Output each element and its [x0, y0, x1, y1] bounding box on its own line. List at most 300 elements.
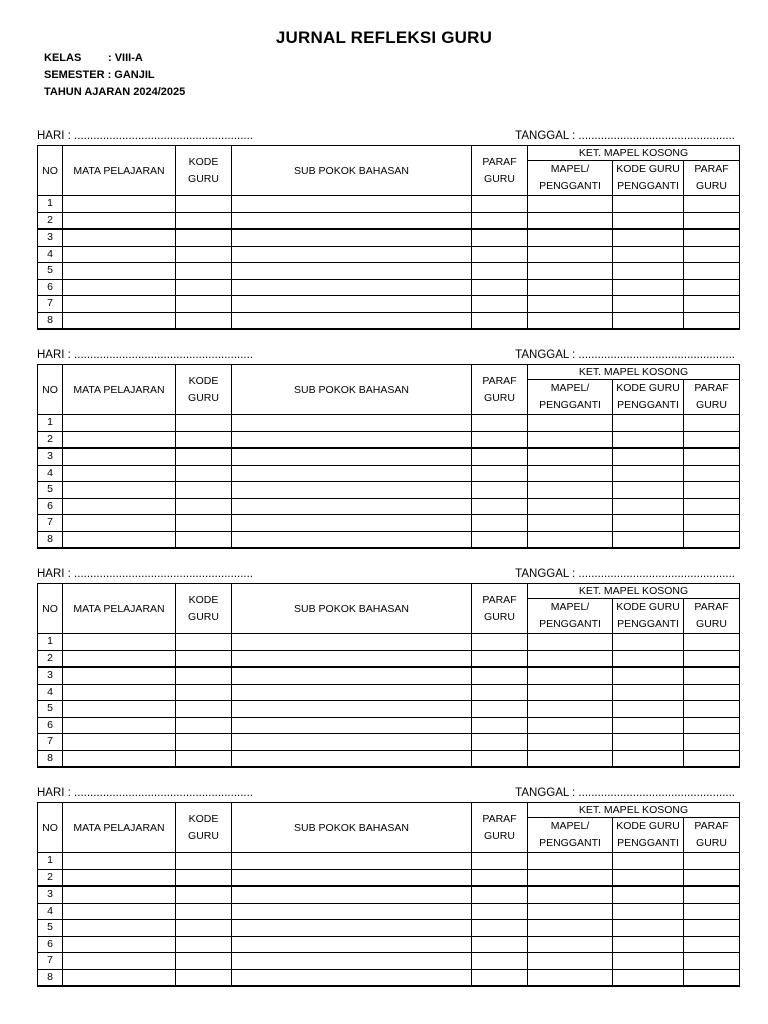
- mapel-pengganti-cell[interactable]: [528, 886, 613, 903]
- kode-guru-pengganti-cell[interactable]: [613, 684, 684, 701]
- paraf-guru-cell[interactable]: [472, 415, 528, 432]
- paraf-guru-pengganti-cell[interactable]: [684, 465, 740, 482]
- kode-guru-cell[interactable]: [176, 869, 232, 886]
- mata-pelajaran-cell[interactable]: [63, 936, 176, 953]
- mata-pelajaran-cell[interactable]: [63, 634, 176, 651]
- kode-guru-cell[interactable]: [176, 667, 232, 684]
- paraf-guru-pengganti-cell[interactable]: [684, 717, 740, 734]
- sub-pokok-bahasan-cell[interactable]: [232, 634, 472, 651]
- kode-guru-cell[interactable]: [176, 515, 232, 532]
- journal-section: [37, 566, 739, 768]
- mata-pelajaran-cell[interactable]: [63, 246, 176, 263]
- paraf-guru-cell[interactable]: [472, 750, 528, 767]
- paraf-guru-cell[interactable]: [472, 515, 528, 532]
- mata-pelajaran-cell[interactable]: [63, 498, 176, 515]
- paraf-guru-pengganti-cell[interactable]: [684, 903, 740, 920]
- kode-guru-pengganti-cell[interactable]: [613, 279, 684, 296]
- row-number: 7: [38, 515, 63, 532]
- paraf-guru-pengganti-cell[interactable]: [684, 734, 740, 751]
- sub-pokok-bahasan-cell[interactable]: [232, 448, 472, 465]
- kode-guru-cell[interactable]: [176, 886, 232, 903]
- kode-guru-cell[interactable]: [176, 936, 232, 953]
- header-paraf-guru-sub-line1: PARAF: [694, 163, 729, 175]
- sub-pokok-bahasan-cell[interactable]: [232, 717, 472, 734]
- paraf-guru-pengganti-cell[interactable]: [684, 312, 740, 329]
- header-kode-guru-pengganti-line1: KODE GURU: [616, 601, 680, 613]
- paraf-guru-cell[interactable]: [472, 717, 528, 734]
- mata-pelajaran-cell[interactable]: [63, 750, 176, 767]
- row-number: 6: [38, 717, 63, 734]
- mata-pelajaran-cell[interactable]: [63, 734, 176, 751]
- header-paraf-guru-sub-line2: GURU: [696, 399, 727, 411]
- kode-guru-cell[interactable]: [176, 498, 232, 515]
- mata-pelajaran-cell[interactable]: [63, 415, 176, 432]
- paraf-guru-pengganti-cell[interactable]: [684, 684, 740, 701]
- paraf-guru-cell[interactable]: [472, 684, 528, 701]
- sub-pokok-bahasan-cell[interactable]: [232, 650, 472, 667]
- kode-guru-pengganti-cell[interactable]: [613, 886, 684, 903]
- paraf-guru-pengganti-cell[interactable]: [684, 482, 740, 499]
- kode-guru-pengganti-cell[interactable]: [613, 212, 684, 229]
- mata-pelajaran-cell[interactable]: [63, 448, 176, 465]
- table-row: [38, 296, 740, 313]
- paraf-guru-pengganti-cell[interactable]: [684, 431, 740, 448]
- sub-pokok-bahasan-cell[interactable]: [232, 734, 472, 751]
- paraf-guru-pengganti-cell[interactable]: [684, 246, 740, 263]
- paraf-guru-pengganti-cell[interactable]: [684, 415, 740, 432]
- journal-section: [37, 785, 739, 987]
- paraf-guru-pengganti-cell[interactable]: [684, 886, 740, 903]
- mapel-pengganti-cell[interactable]: [528, 229, 613, 246]
- kode-guru-pengganti-cell[interactable]: [613, 701, 684, 718]
- table-row: [38, 263, 740, 280]
- mata-pelajaran-cell[interactable]: [63, 296, 176, 313]
- sub-pokok-bahasan-cell[interactable]: [232, 263, 472, 280]
- header-kode-guru-line1: KODE: [188, 812, 219, 825]
- mapel-pengganti-cell[interactable]: [528, 296, 613, 313]
- sub-pokok-bahasan-cell[interactable]: [232, 498, 472, 515]
- paraf-guru-pengganti-cell[interactable]: [684, 953, 740, 970]
- kode-guru-pengganti-cell[interactable]: [613, 482, 684, 499]
- kode-guru-cell[interactable]: [176, 953, 232, 970]
- sub-pokok-bahasan-cell[interactable]: [232, 312, 472, 329]
- table-row: [38, 903, 740, 920]
- tahun-ajaran-row: [44, 84, 185, 101]
- hari-field[interactable]: HARI : ........................................................: [37, 349, 253, 361]
- header-kode-guru-pengganti-line2: PENGGANTI: [617, 180, 679, 192]
- paraf-guru-cell[interactable]: [472, 279, 528, 296]
- paraf-guru-cell[interactable]: [472, 734, 528, 751]
- paraf-guru-pengganti-cell[interactable]: [684, 667, 740, 684]
- mata-pelajaran-cell[interactable]: [63, 482, 176, 499]
- mata-pelajaran-cell[interactable]: [63, 431, 176, 448]
- header-kode-guru-line2: GURU: [188, 172, 219, 185]
- paraf-guru-cell[interactable]: [472, 531, 528, 548]
- kode-guru-cell[interactable]: [176, 650, 232, 667]
- kode-guru-cell[interactable]: [176, 229, 232, 246]
- table-row: [38, 498, 740, 515]
- mapel-pengganti-cell[interactable]: [528, 212, 613, 229]
- header-paraf-guru-sub-line2: GURU: [696, 837, 727, 849]
- kode-guru-pengganti-cell[interactable]: [613, 869, 684, 886]
- paraf-guru-pengganti-cell[interactable]: [684, 869, 740, 886]
- header-kode-guru-line1: KODE: [188, 374, 219, 387]
- header-paraf-guru-line2: GURU: [484, 391, 515, 404]
- paraf-guru-pengganti-cell[interactable]: [684, 701, 740, 718]
- kode-guru-pengganti-cell[interactable]: [613, 750, 684, 767]
- tanggal-field[interactable]: TANGGAL : .................................................: [515, 130, 735, 142]
- paraf-guru-cell[interactable]: [472, 448, 528, 465]
- kode-guru-pengganti-cell[interactable]: [613, 531, 684, 548]
- paraf-guru-pengganti-cell[interactable]: [684, 296, 740, 313]
- kode-guru-cell[interactable]: [176, 684, 232, 701]
- sub-pokok-bahasan-cell[interactable]: [232, 531, 472, 548]
- table-row: [38, 969, 740, 986]
- paraf-guru-cell[interactable]: [472, 312, 528, 329]
- table-row: [38, 953, 740, 970]
- mapel-pengganti-cell[interactable]: [528, 279, 613, 296]
- mata-pelajaran-cell[interactable]: [63, 229, 176, 246]
- table-row: [38, 312, 740, 329]
- row-number: 2: [38, 869, 63, 886]
- sub-pokok-bahasan-cell[interactable]: [232, 246, 472, 263]
- kode-guru-pengganti-cell[interactable]: [613, 415, 684, 432]
- paraf-guru-cell[interactable]: [472, 701, 528, 718]
- mapel-pengganti-cell[interactable]: [528, 734, 613, 751]
- kode-guru-pengganti-cell[interactable]: [613, 296, 684, 313]
- table-row: [38, 196, 740, 213]
- mata-pelajaran-cell[interactable]: [63, 312, 176, 329]
- kode-guru-cell[interactable]: [176, 212, 232, 229]
- mata-pelajaran-cell[interactable]: [63, 853, 176, 870]
- kode-guru-pengganti-cell[interactable]: [613, 953, 684, 970]
- kode-guru-pengganti-cell[interactable]: [613, 920, 684, 937]
- kode-guru-pengganti-cell[interactable]: [613, 263, 684, 280]
- mapel-pengganti-cell[interactable]: [528, 312, 613, 329]
- kode-guru-cell[interactable]: [176, 196, 232, 213]
- paraf-guru-pengganti-cell[interactable]: [684, 279, 740, 296]
- sub-pokok-bahasan-cell[interactable]: [232, 482, 472, 499]
- paraf-guru-pengganti-cell[interactable]: [684, 515, 740, 532]
- mapel-pengganti-cell[interactable]: [528, 750, 613, 767]
- row-number: 8: [38, 750, 63, 767]
- sub-pokok-bahasan-cell[interactable]: [232, 212, 472, 229]
- table-row: [38, 701, 740, 718]
- mapel-pengganti-cell[interactable]: [528, 634, 613, 651]
- kode-guru-cell[interactable]: [176, 296, 232, 313]
- mapel-pengganti-cell[interactable]: [528, 482, 613, 499]
- kelas-label: KELAS: [44, 52, 82, 64]
- hari-field[interactable]: HARI : ........................................................: [37, 787, 253, 799]
- mata-pelajaran-cell[interactable]: [63, 701, 176, 718]
- sub-pokok-bahasan-cell[interactable]: [232, 869, 472, 886]
- mapel-pengganti-cell[interactable]: [528, 953, 613, 970]
- paraf-guru-pengganti-cell[interactable]: [684, 650, 740, 667]
- mapel-pengganti-cell[interactable]: [528, 515, 613, 532]
- sub-pokok-bahasan-cell[interactable]: [232, 515, 472, 532]
- sub-pokok-bahasan-cell[interactable]: [232, 701, 472, 718]
- paraf-guru-cell[interactable]: [472, 431, 528, 448]
- mata-pelajaran-cell[interactable]: [63, 650, 176, 667]
- paraf-guru-pengganti-cell[interactable]: [684, 448, 740, 465]
- sub-pokok-bahasan-cell[interactable]: [232, 229, 472, 246]
- page-title: JURNAL REFLEKSI GURU: [275, 28, 493, 47]
- header-kode-guru-line1: KODE: [188, 155, 219, 168]
- header-mata-pelajaran: MATA PELAJARAN: [63, 584, 176, 634]
- mata-pelajaran-cell[interactable]: [63, 279, 176, 296]
- header-mapel-pengganti: [528, 599, 613, 634]
- header-kode-guru: [176, 146, 232, 196]
- kode-guru-cell[interactable]: [176, 263, 232, 280]
- mapel-pengganti-cell[interactable]: [528, 667, 613, 684]
- sub-pokok-bahasan-cell[interactable]: [232, 415, 472, 432]
- kode-guru-pengganti-cell[interactable]: [613, 196, 684, 213]
- paraf-guru-pengganti-cell[interactable]: [684, 936, 740, 953]
- sub-pokok-bahasan-cell[interactable]: [232, 431, 472, 448]
- tanggal-field[interactable]: TANGGAL : .................................................: [515, 349, 735, 361]
- header-paraf-guru-sub-line1: PARAF: [694, 382, 729, 394]
- mapel-pengganti-cell[interactable]: [528, 717, 613, 734]
- kode-guru-cell[interactable]: [176, 903, 232, 920]
- mata-pelajaran-cell[interactable]: [63, 903, 176, 920]
- header-no: NO: [38, 803, 63, 853]
- paraf-guru-cell[interactable]: [472, 936, 528, 953]
- paraf-guru-pengganti-cell[interactable]: [684, 853, 740, 870]
- journal-table: [37, 802, 740, 987]
- mata-pelajaran-cell[interactable]: [63, 196, 176, 213]
- paraf-guru-cell[interactable]: [472, 869, 528, 886]
- mata-pelajaran-cell[interactable]: [63, 465, 176, 482]
- mapel-pengganti-cell[interactable]: [528, 531, 613, 548]
- row-number: 8: [38, 531, 63, 548]
- mapel-pengganti-cell[interactable]: [528, 903, 613, 920]
- kode-guru-cell[interactable]: [176, 920, 232, 937]
- row-number: 1: [38, 853, 63, 870]
- mata-pelajaran-cell[interactable]: [63, 515, 176, 532]
- sub-pokok-bahasan-cell[interactable]: [232, 750, 472, 767]
- kode-guru-cell[interactable]: [176, 750, 232, 767]
- paraf-guru-pengganti-cell[interactable]: [684, 531, 740, 548]
- row-number: 4: [38, 246, 63, 263]
- mapel-pengganti-cell[interactable]: [528, 701, 613, 718]
- header-paraf-guru-sub-line1: PARAF: [694, 601, 729, 613]
- paraf-guru-pengganti-cell[interactable]: [684, 969, 740, 986]
- paraf-guru-cell[interactable]: [472, 886, 528, 903]
- sub-pokok-bahasan-cell[interactable]: [232, 853, 472, 870]
- kode-guru-pengganti-cell[interactable]: [613, 246, 684, 263]
- paraf-guru-pengganti-cell[interactable]: [684, 229, 740, 246]
- tanggal-field[interactable]: TANGGAL : .................................................: [515, 568, 735, 580]
- paraf-guru-cell[interactable]: [472, 853, 528, 870]
- mapel-pengganti-cell[interactable]: [528, 869, 613, 886]
- hari-tanggal-line: [37, 566, 739, 583]
- paraf-guru-pengganti-cell[interactable]: [684, 920, 740, 937]
- kode-guru-cell[interactable]: [176, 701, 232, 718]
- paraf-guru-cell[interactable]: [472, 246, 528, 263]
- mapel-pengganti-cell[interactable]: [528, 415, 613, 432]
- mata-pelajaran-cell[interactable]: [63, 212, 176, 229]
- row-number: 2: [38, 212, 63, 229]
- kode-guru-pengganti-cell[interactable]: [613, 498, 684, 515]
- row-number: 7: [38, 734, 63, 751]
- kode-guru-cell[interactable]: [176, 312, 232, 329]
- kode-guru-cell[interactable]: [176, 969, 232, 986]
- header-paraf-guru-sub-line2: GURU: [696, 180, 727, 192]
- row-number: 2: [38, 650, 63, 667]
- mata-pelajaran-cell[interactable]: [63, 717, 176, 734]
- kode-guru-pengganti-cell[interactable]: [613, 853, 684, 870]
- paraf-guru-pengganti-cell[interactable]: [684, 212, 740, 229]
- kode-guru-pengganti-cell[interactable]: [613, 634, 684, 651]
- mata-pelajaran-cell[interactable]: [63, 263, 176, 280]
- paraf-guru-cell[interactable]: [472, 650, 528, 667]
- hari-field[interactable]: HARI : ........................................................: [37, 130, 253, 142]
- mapel-pengganti-cell[interactable]: [528, 246, 613, 263]
- kode-guru-cell[interactable]: [176, 279, 232, 296]
- row-number: 5: [38, 482, 63, 499]
- kode-guru-pengganti-cell[interactable]: [613, 448, 684, 465]
- kode-guru-cell[interactable]: [176, 531, 232, 548]
- kode-guru-pengganti-cell[interactable]: [613, 465, 684, 482]
- kode-guru-cell[interactable]: [176, 415, 232, 432]
- kode-guru-pengganti-cell[interactable]: [613, 903, 684, 920]
- header-paraf-guru-line2: GURU: [484, 610, 515, 623]
- header-ket-mapel-kosong: KET. MAPEL KOSONG: [528, 365, 740, 380]
- mapel-pengganti-cell[interactable]: [528, 650, 613, 667]
- sub-pokok-bahasan-cell[interactable]: [232, 667, 472, 684]
- kode-guru-pengganti-cell[interactable]: [613, 936, 684, 953]
- mata-pelajaran-cell[interactable]: [63, 953, 176, 970]
- mapel-pengganti-cell[interactable]: [528, 853, 613, 870]
- hari-field[interactable]: HARI : ........................................................: [37, 568, 253, 580]
- paraf-guru-cell[interactable]: [472, 465, 528, 482]
- kode-guru-cell[interactable]: [176, 448, 232, 465]
- kode-guru-pengganti-cell[interactable]: [613, 431, 684, 448]
- header-kode-guru-pengganti: [613, 380, 684, 415]
- mata-pelajaran-cell[interactable]: [63, 531, 176, 548]
- paraf-guru-pengganti-cell[interactable]: [684, 634, 740, 651]
- sub-pokok-bahasan-cell[interactable]: [232, 465, 472, 482]
- paraf-guru-pengganti-cell[interactable]: [684, 263, 740, 280]
- kode-guru-cell[interactable]: [176, 246, 232, 263]
- paraf-guru-cell[interactable]: [472, 196, 528, 213]
- journal-section: [37, 347, 739, 549]
- header-paraf-guru: [472, 365, 528, 415]
- kode-guru-cell[interactable]: [176, 634, 232, 651]
- paraf-guru-cell[interactable]: [472, 212, 528, 229]
- paraf-guru-cell[interactable]: [472, 969, 528, 986]
- paraf-guru-cell[interactable]: [472, 634, 528, 651]
- paraf-guru-cell[interactable]: [472, 903, 528, 920]
- kode-guru-cell[interactable]: [176, 853, 232, 870]
- table-row: [38, 684, 740, 701]
- kode-guru-cell[interactable]: [176, 717, 232, 734]
- table-row: [38, 853, 740, 870]
- mata-pelajaran-cell[interactable]: [63, 886, 176, 903]
- kode-guru-cell[interactable]: [176, 482, 232, 499]
- paraf-guru-cell[interactable]: [472, 296, 528, 313]
- paraf-guru-cell[interactable]: [472, 920, 528, 937]
- mapel-pengganti-cell[interactable]: [528, 684, 613, 701]
- header-paraf-guru-sub-line2: GURU: [696, 618, 727, 630]
- sub-pokok-bahasan-cell[interactable]: [232, 296, 472, 313]
- kode-guru-pengganti-cell[interactable]: [613, 969, 684, 986]
- sub-pokok-bahasan-cell[interactable]: [232, 279, 472, 296]
- sub-pokok-bahasan-cell[interactable]: [232, 196, 472, 213]
- tanggal-field[interactable]: TANGGAL : .................................................: [515, 787, 735, 799]
- header-kode-guru-line2: GURU: [188, 829, 219, 842]
- mata-pelajaran-cell[interactable]: [63, 667, 176, 684]
- kode-guru-pengganti-cell[interactable]: [613, 650, 684, 667]
- sub-pokok-bahasan-cell[interactable]: [232, 684, 472, 701]
- sub-pokok-bahasan-cell[interactable]: [232, 903, 472, 920]
- paraf-guru-pengganti-cell[interactable]: [684, 196, 740, 213]
- paraf-guru-cell[interactable]: [472, 953, 528, 970]
- paraf-guru-cell[interactable]: [472, 263, 528, 280]
- semester-value: : GANJIL: [107, 69, 155, 81]
- kode-guru-cell[interactable]: [176, 734, 232, 751]
- mapel-pengganti-cell[interactable]: [528, 498, 613, 515]
- paraf-guru-cell[interactable]: [472, 229, 528, 246]
- kode-guru-pengganti-cell[interactable]: [613, 312, 684, 329]
- table-row: [38, 734, 740, 751]
- mata-pelajaran-cell[interactable]: [63, 920, 176, 937]
- mapel-pengganti-cell[interactable]: [528, 969, 613, 986]
- paraf-guru-pengganti-cell[interactable]: [684, 750, 740, 767]
- kode-guru-cell[interactable]: [176, 431, 232, 448]
- kode-guru-cell[interactable]: [176, 465, 232, 482]
- mapel-pengganti-cell[interactable]: [528, 936, 613, 953]
- kode-guru-pengganti-cell[interactable]: [613, 734, 684, 751]
- kode-guru-pengganti-cell[interactable]: [613, 717, 684, 734]
- sub-pokok-bahasan-cell[interactable]: [232, 936, 472, 953]
- mapel-pengganti-cell[interactable]: [528, 448, 613, 465]
- hari-tanggal-line: [37, 785, 739, 802]
- paraf-guru-pengganti-cell[interactable]: [684, 498, 740, 515]
- mapel-pengganti-cell[interactable]: [528, 196, 613, 213]
- sub-pokok-bahasan-cell[interactable]: [232, 886, 472, 903]
- semester-row: [44, 67, 185, 84]
- mapel-pengganti-cell[interactable]: [528, 920, 613, 937]
- kode-guru-pengganti-cell[interactable]: [613, 667, 684, 684]
- header-paraf-guru-sub: [684, 380, 740, 415]
- sub-pokok-bahasan-cell[interactable]: [232, 920, 472, 937]
- table-row: [38, 920, 740, 937]
- journal-section: [37, 128, 739, 330]
- sub-pokok-bahasan-cell[interactable]: [232, 969, 472, 986]
- tahun-ajaran: TAHUN AJARAN 2024/2025: [44, 86, 186, 98]
- header-paraf-guru-line1: PARAF: [482, 593, 517, 606]
- mata-pelajaran-cell[interactable]: [63, 969, 176, 986]
- row-number: 8: [38, 969, 63, 986]
- kelas-value: : VIII-A: [108, 52, 143, 64]
- kode-guru-pengganti-cell[interactable]: [613, 229, 684, 246]
- mapel-pengganti-cell[interactable]: [528, 431, 613, 448]
- paraf-guru-cell[interactable]: [472, 667, 528, 684]
- header-kode-guru-pengganti-line2: PENGGANTI: [617, 399, 679, 411]
- kode-guru-pengganti-cell[interactable]: [613, 515, 684, 532]
- paraf-guru-cell[interactable]: [472, 482, 528, 499]
- sub-pokok-bahasan-cell[interactable]: [232, 953, 472, 970]
- row-number: 6: [38, 498, 63, 515]
- mapel-pengganti-cell[interactable]: [528, 465, 613, 482]
- header-paraf-guru: [472, 803, 528, 853]
- mata-pelajaran-cell[interactable]: [63, 869, 176, 886]
- mata-pelajaran-cell[interactable]: [63, 684, 176, 701]
- mapel-pengganti-cell[interactable]: [528, 263, 613, 280]
- paraf-guru-cell[interactable]: [472, 498, 528, 515]
- row-number: 6: [38, 279, 63, 296]
